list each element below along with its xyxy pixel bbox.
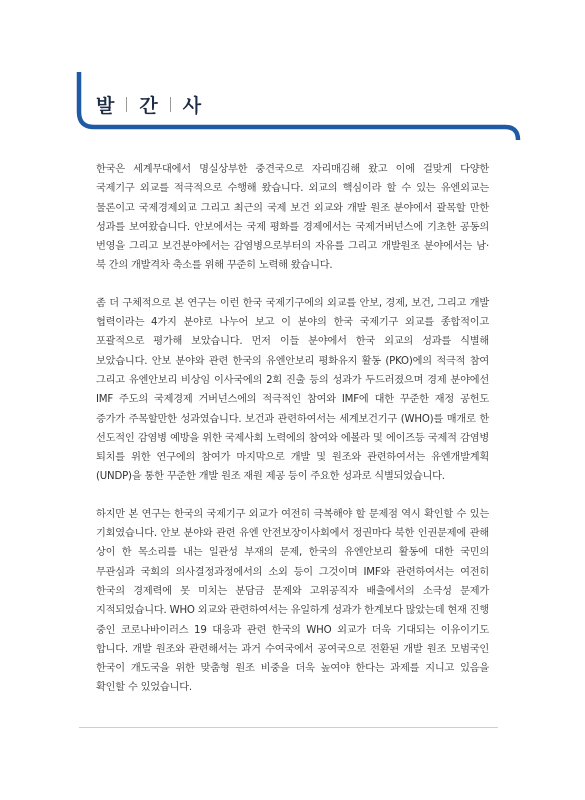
title-separator	[170, 97, 171, 112]
page-title	[96, 91, 201, 118]
paragraph-1: 한국은 세계무대에서 명실상부한 중견국으로 자리매김해 왔고 이에 걸맞게 다양한 국제기구 외교를 적극적으로 수행해 왔습니다. 외교의 핵심이라 할 수 있는 유엔외교는 물론이고 국제경제외교 그리고 최근의 국제 보건 외교와 개발 원조 분야에서 괄목할 만한 성과를 보여왔습니다. 안보에서는 국제 평화를 경제에서는 국제거버넌스에 기초한 공동의 번영을 그리고 보건분야에서는 감염병으로부터의 자유를 그리고 개발원조 분야에서는 남·북 간의 개발격차 축소를 위해 꾸준히 노력해 왔습니다.	[96, 164, 489, 272]
title-char-2: 간	[139, 95, 158, 117]
paragraph-3: 하지만 본 연구는 한국의 국제기구 외교가 여전히 극복해야 할 문제점 역시 확인할 수 있는 기회였습니다. 안보 분야와 관련 유엔 안전보장이사회에서 정권마다 북한 인권문제에 관해 상이 한 목소리를 내는 일관성 부재의 문제, 한국의 유엔안보리 활동에 대한 국민의 무관심과 국회의 의사결정과정에서의 소외 등이 그것이며 IMF와 관련하여서는 여전히 한국의 경제력에 못 미치는 분담금 문제와 고위공직자 배출에서의 소극성 문제가 지적되었습니다. WHO 외교와 관련하여서는 유일하게 성과가 한계보다 많았는데 현재 진행 중인 코로나바이러스 19 대응과 관련 한국의 WHO 외교가 더욱 기대되는 이유이기도 합니다. 개발 원조와 관련해서는 과거 수여국에서 공여국으로 전환된 개발 원조 모범국인 한국이 개도국을 위한 맞춤형 원조 비중을 더욱 높여야 한다는 과제를 지니고 있음을 확인할 수 있었습니다.	[96, 508, 489, 694]
footer-divider	[79, 727, 498, 728]
title-separator	[126, 97, 127, 112]
paragraph-2: 좀 더 구체적으로 본 연구는 이런 한국 국제기구에의 외교를 안보, 경제, 보건, 그리고 개발 협력이라는 4가지 분야로 나누어 보고 이 분야의 한국 국제기구 외교를 종합적이고 포괄적으로 평가해 보았습니다. 먼저 이들 분야에서 한국 외교의 성과를 식별해 보았습니다. 안보 분야와 관련 한국의 유엔안보리 평화유지 활동 (PKO)에의 적극적 참여 그리고 유엔안보리 비상임 이사국에의 2회 진출 등의 성과가 두드러졌으며 경제 분야에선 IMF 주도의 국제경제 거버넌스에의 적극적인 참여와 IMF에 대한 꾸준한 재정 공헌도 증가가 주목할만한 성과였습니다. 보건과 관련하여서는 세계보건기구 (WHO)를 매개로 한 선도적인 감염병 예방을 위한 국제사회 노력에의 참여와 에볼라 및 에이즈등 국제적 감염병 퇴치를 위한 연구에의 참여가 마지막으로 개발 및 원조와 관련하여서는 유엔개발계획 (UNDP)을 통한 꾸준한 개발 원조 재원 제공 등이 주요한 성과로 식별되었습니다.	[96, 297, 489, 483]
title-char-3: 사	[182, 95, 202, 117]
foreword-body	[96, 160, 489, 716]
header-bracket	[0, 0, 585, 150]
page-header	[0, 0, 585, 150]
title-char-1: 발	[96, 95, 115, 117]
